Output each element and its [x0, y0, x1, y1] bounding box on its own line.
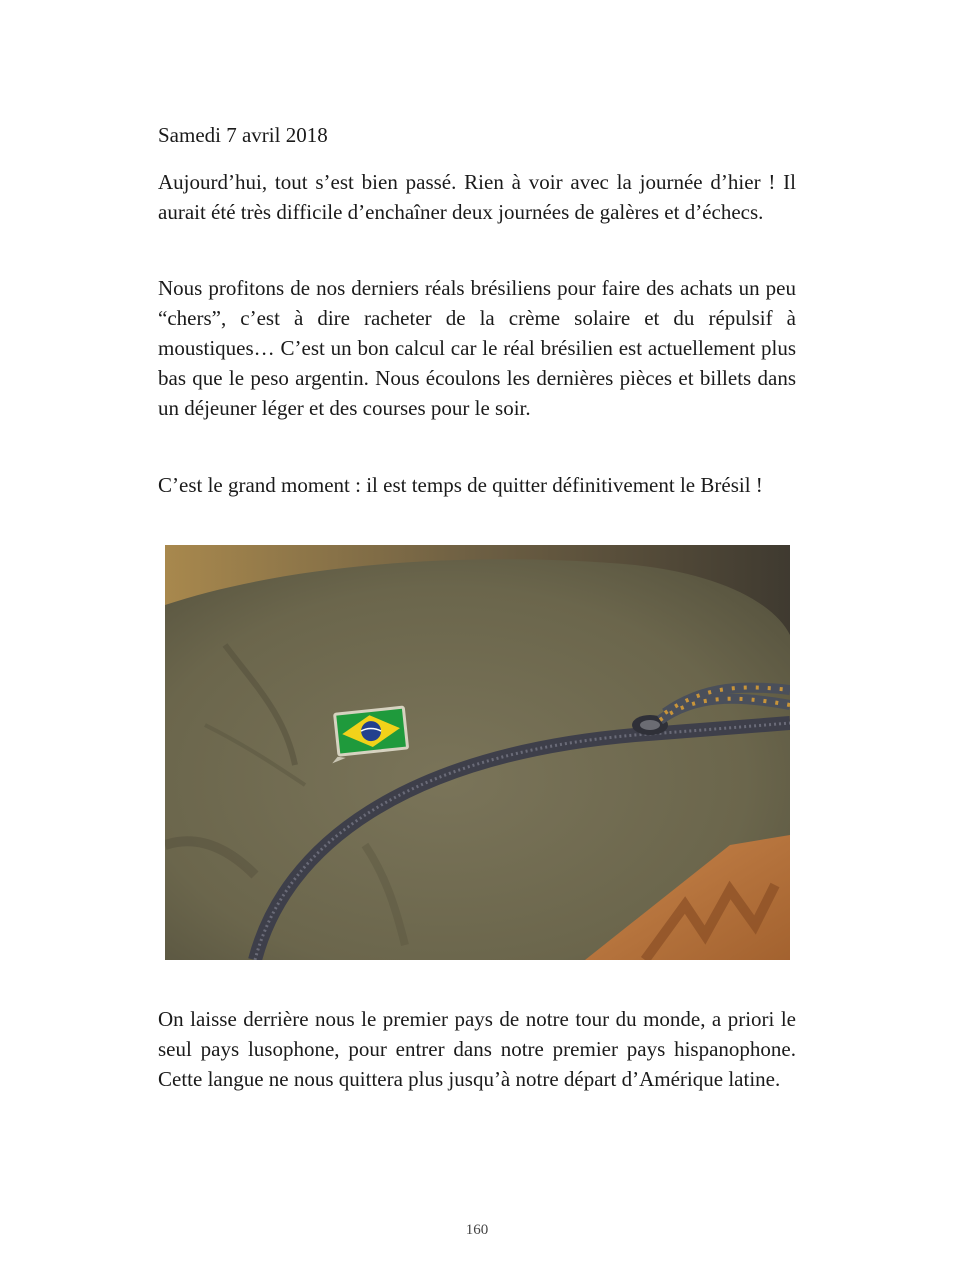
paragraph-2: Nous profitons de nos derniers réals brésiliens pour faire des achats un peu “chers”, c’est à dire racheter de la crème solaire et du répulsif à moustiques… C’est un bon calcul car le réal brésilien est actuellement plus bas que le peso argentin. Nous écoulons les dernières pièces et billets dans un déjeuner léger et des courses pour le soir. — [158, 276, 796, 420]
page-number: 160 — [465, 1222, 489, 1238]
entry-date: Samedi 7 avril 2018 — [158, 123, 328, 147]
paragraph-3: C’est le grand moment : il est temps de quitter définitivement le Brésil ! — [158, 473, 763, 497]
paragraph-4: On laisse derrière nous le premier pays de notre tour du monde, a priori le seul pays lusophone, pour entrer dans notre premier pays hispanophone. Cette langue ne nous quittera plus jusqu’à notre départ d’Amérique latine. — [158, 1007, 796, 1091]
backpack-brazil-flag-photo — [165, 545, 790, 960]
paragraph-1: Aujourd’hui, tout s’est bien passé. Rien à voir avec la journée d’hier ! Il aurait été très difficile d’enchaîner deux journées de galères et d’échecs. — [158, 170, 796, 224]
